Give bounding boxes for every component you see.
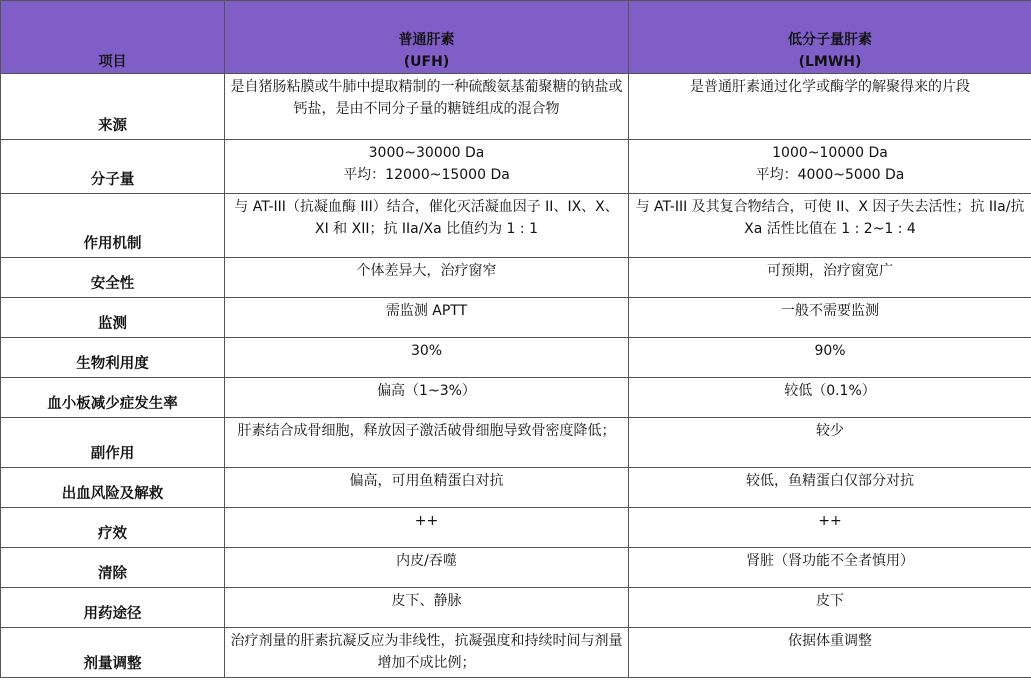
table-row: [1, 258, 1031, 298]
lmwh-cell: 可预期，治疗窗宽广: [629, 258, 1031, 298]
header-row: [1, 1, 1031, 74]
row-label: 出血风险及解救: [1, 468, 225, 508]
header-ufh: [225, 1, 629, 74]
ufh-cell: 30%: [225, 338, 629, 378]
ufh-mw-average: 平均：12000~15000 Da: [343, 167, 510, 183]
header-ufh-name: 普通肝素: [398, 32, 455, 48]
table-row: [1, 74, 1031, 140]
row-label: 生物利用度: [1, 338, 225, 378]
lmwh-cell: 是普通肝素通过化学或酶学的解聚得来的片段: [629, 74, 1031, 140]
lmwh-cell: 皮下: [629, 588, 1031, 628]
lmwh-cell: 较低，鱼精蛋白仅部分对抗: [629, 468, 1031, 508]
ufh-cell: 偏高，可用鱼精蛋白对抗: [225, 468, 629, 508]
table-row: [1, 508, 1031, 548]
table-row: [1, 338, 1031, 378]
lmwh-cell: 与 AT-III 及其复合物结合，可使 II、X 因子失去活性；抗 IIa/抗 Xa 活性比值在 1 : 2~1 : 4: [629, 194, 1031, 258]
lmwh-cell: 肾脏（肾功能不全者慎用）: [629, 548, 1031, 588]
lmwh-mw-range: 1000~10000 Da: [772, 145, 888, 161]
lmwh-cell: 一般不需要监测: [629, 298, 1031, 338]
row-label: 分子量: [1, 140, 225, 194]
row-label: 副作用: [1, 418, 225, 468]
header-item: 项目: [1, 1, 225, 74]
table-row: [1, 378, 1031, 418]
ufh-cell: [225, 418, 629, 468]
row-label: 作用机制: [1, 194, 225, 258]
row-label: 监测: [1, 298, 225, 338]
row-label: 血小板减少症发生率: [1, 378, 225, 418]
table-row: [1, 418, 1031, 468]
ufh-cell: 是自猪肠粘膜或牛肺中提取精制的一种硫酸氨基葡聚糖的钠盐或钙盐，是由不同分子量的糖链组成的混合物: [225, 74, 629, 140]
ufh-cell: 皮下、静脉: [225, 588, 629, 628]
ufh-cell: 治疗剂量的肝素抗凝反应为非线性，抗凝强度和持续时间与剂量增加不成比例；: [225, 628, 629, 678]
ufh-cell: ++: [225, 508, 629, 548]
lmwh-cell: 90%: [629, 338, 1031, 378]
lmwh-mw-average: 平均：4000~5000 Da: [755, 167, 905, 183]
ufh-cell: 个体差异大，治疗窗窄: [225, 258, 629, 298]
table-row: [1, 468, 1031, 508]
row-label: 来源: [1, 74, 225, 140]
lmwh-cell: 较低（0.1%）: [629, 378, 1031, 418]
row-label: 用药途径: [1, 588, 225, 628]
table-row: [1, 628, 1031, 678]
lmwh-cell: ++: [629, 508, 1031, 548]
header-lmwh-abbr: (LMWH): [798, 54, 862, 70]
ufh-cell: 需监测 APTT: [225, 298, 629, 338]
row-label: 安全性: [1, 258, 225, 298]
table-row: [1, 588, 1031, 628]
ufh-cell: 内皮/吞噬: [225, 548, 629, 588]
table-row: [1, 194, 1031, 258]
lmwh-cell: 依据体重调整: [629, 628, 1031, 678]
table-row: [1, 548, 1031, 588]
ufh-side-effect-text: 肝素结合成骨细胞，释放因子激活破骨细胞导致骨密度降低；: [237, 423, 616, 439]
row-label: 剂量调整: [1, 628, 225, 678]
ufh-cell: [225, 140, 629, 194]
table-row: [1, 140, 1031, 194]
header-ufh-abbr: (UFH): [403, 54, 450, 70]
header-lmwh-name: 低分子量肝素: [788, 32, 872, 48]
lmwh-cell: 较少: [629, 418, 1031, 468]
row-label: 清除: [1, 548, 225, 588]
row-label: 疗效: [1, 508, 225, 548]
header-lmwh: [629, 1, 1031, 74]
ufh-mw-range: 3000~30000 Da: [368, 145, 485, 161]
lmwh-cell: [629, 140, 1031, 194]
ufh-cell: 偏高（1~3%）: [225, 378, 629, 418]
table-row: [1, 298, 1031, 338]
ufh-cell: 与 AT-III（抗凝血酶 III）结合，催化灭活凝血因子 II、IX、X、XI 和 XII；抗 IIa/Xa 比值约为 1 : 1: [225, 194, 629, 258]
